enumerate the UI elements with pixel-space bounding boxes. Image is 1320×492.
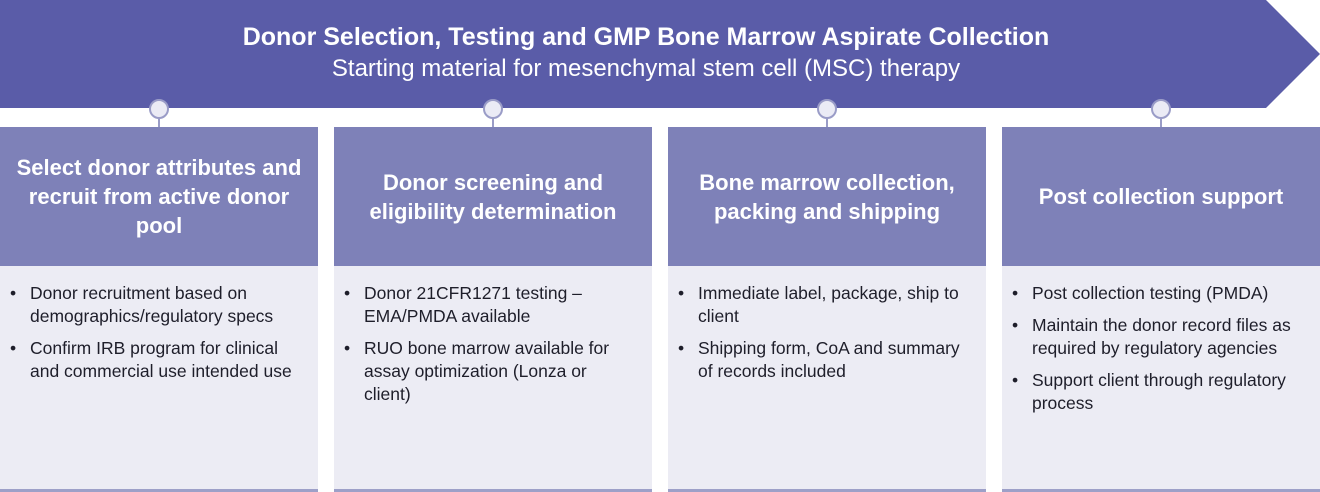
connector-2: [482, 98, 504, 128]
connector-dot: [1151, 99, 1171, 119]
step-header-4: [1002, 127, 1320, 266]
list-item: • Immediate label, package, ship to client: [678, 282, 972, 328]
step-body-1: [0, 266, 318, 489]
step-title: Post collection support: [1038, 184, 1284, 209]
step-title: Bone marrow collection, packing and shipping: [699, 169, 955, 224]
step-title: Select donor attributes and recruit from active donor pool: [16, 155, 302, 238]
list-item: • Donor 21CFR1271 testing – EMA/PMDA available: [344, 282, 638, 328]
step-list: [10, 282, 304, 383]
connector-dot: [483, 99, 503, 119]
step-column-3: [668, 127, 986, 492]
connector-dot: [149, 99, 169, 119]
step-column-1: [0, 127, 318, 492]
list-item: • Maintain the donor record files as required by regulatory agencies: [1012, 314, 1306, 360]
list-item: • Donor recruitment based on demographics/regulatory specs: [10, 282, 304, 328]
step-header-1: [0, 127, 318, 266]
step-body-2: [334, 266, 652, 489]
list-item: • RUO bone marrow available for assay optimization (Lonza or client): [344, 337, 638, 406]
connector-3: [816, 98, 838, 128]
connector-1: [148, 98, 170, 128]
step-list: [678, 282, 972, 383]
step-column-4: [1002, 127, 1320, 492]
step-header-3: [668, 127, 986, 266]
banner-title: Donor Selection, Testing and GMP Bone Marrow Aspirate Collection: [242, 23, 1050, 51]
step-body-3: [668, 266, 986, 489]
banner-text: [0, 0, 1292, 108]
banner-subtitle: Starting material for mesenchymal stem cell (MSC) therapy: [331, 55, 961, 82]
step-title: Donor screening and eligibility determination: [369, 169, 617, 224]
connector-dot: [817, 99, 837, 119]
step-header-2: [334, 127, 652, 266]
process-banner: [0, 0, 1320, 108]
list-item: • Confirm IRB program for clinical and commercial use intended use: [10, 337, 304, 383]
step-body-4: [1002, 266, 1320, 489]
list-item: • Support client through regulatory process: [1012, 369, 1306, 415]
connector-4: [1150, 98, 1172, 128]
list-item: • Post collection testing (PMDA): [1012, 282, 1306, 305]
list-item: • Shipping form, CoA and summary of records included: [678, 337, 972, 383]
step-list: [344, 282, 638, 406]
step-column-2: [334, 127, 652, 492]
step-list: [1012, 282, 1306, 415]
